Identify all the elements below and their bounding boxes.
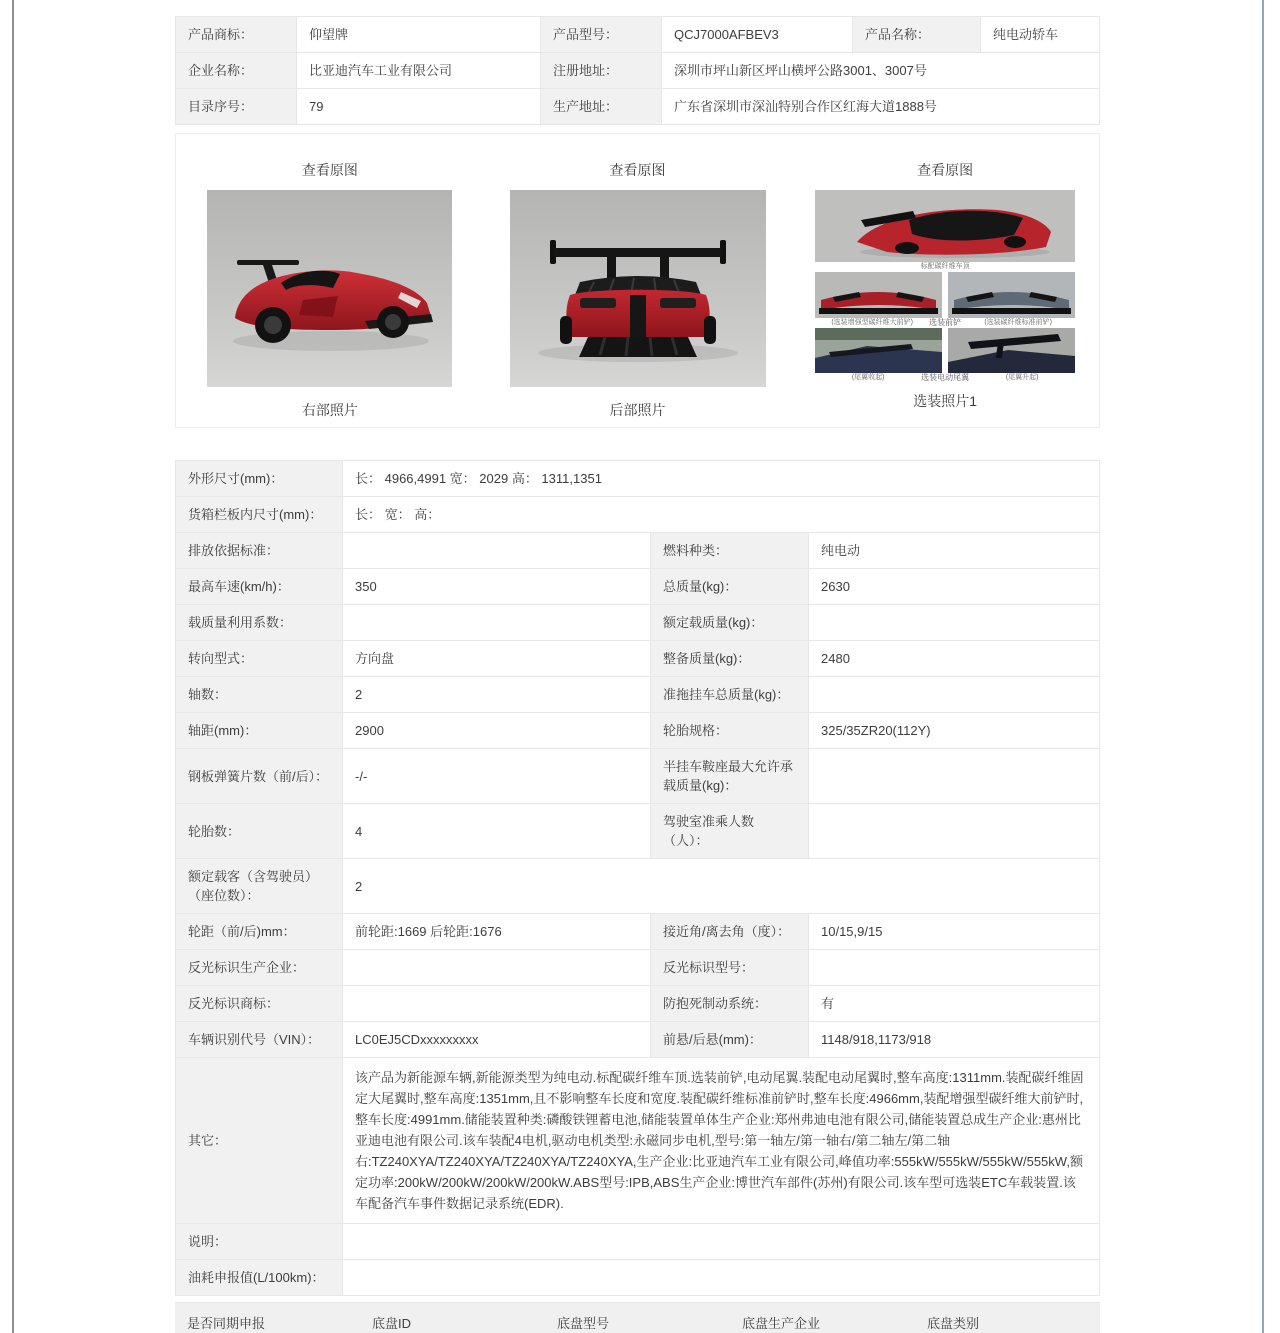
field-value: 广东省深圳市深汕特别合作区红海大道1888号: [662, 89, 1099, 124]
car-nose-gray-illustration: [948, 272, 1075, 318]
view-original-link[interactable]: 查看原图: [917, 162, 974, 178]
table-row: [176, 53, 1099, 88]
field-value-other: 该产品为新能源车辆,新能源类型为纯电动.标配碳纤维车顶.选装前铲,电动尾翼.装配电动尾翼时,整车高度:1311mm.装配碳纤维固定大尾翼时,整车高度:1351mm,且不影响整车长度和宽度.装配碳纤维标准前铲时,整车长度:4966mm,装配增强型碳纤维大前铲时,整车长度:4991mm.储能装置种类:磷酸铁锂蓄电池,储能装置单体生产企业:郑州弗迪电池有限公司,储能装置总成生产企业:惠州比亚迪电池有限公司.该车装配4电机,驱动电机类型:永磁同步电机,型号:第一轴左/第一轴右/第二轴左/第二轴右:TZ240XYA/TZ240XYA/TZ240XYA/TZ240XYA,生产企业:比亚迪汽车工业有限公司,峰值功率:555kW/555kW/555kW/555kW,额定功率:200kW/200kW/200kW/200kW.ABS型号:IPB,ABS生产企业:博世汽车部件(苏州)有限公司.该车型可选装ETC车载装置.该车配备汽车事件数据记录系统(EDR).: [343, 1058, 1099, 1223]
composite-bottom-row: [815, 328, 1075, 373]
field-value: 10/15,9/15: [809, 914, 1099, 949]
composite-caption: (尾翼收起): [851, 374, 885, 381]
field-label: 最高车速(km/h)：: [176, 569, 342, 604]
car-nose-red-illustration: [815, 272, 942, 318]
spec-table: [175, 460, 1100, 1296]
field-label: 载质量利用系数：: [176, 605, 342, 640]
field-value: 2900: [343, 713, 650, 748]
spoiler-raised-illustration: [948, 328, 1075, 373]
field-value: [809, 950, 1099, 985]
photo-column-right-view: [176, 134, 484, 427]
composite-photo-front-splitter-red: [815, 272, 942, 318]
field-label: 反光标识商标：: [176, 986, 342, 1021]
field-value: 纯电动轿车: [981, 17, 1099, 52]
field-label: 产品商标：: [176, 17, 296, 52]
field-value: [809, 677, 1099, 712]
header-table: [175, 16, 1100, 125]
view-original-link[interactable]: 查看原图: [609, 162, 666, 178]
field-value: 长： 宽： 高：: [343, 497, 1099, 532]
field-value: [343, 986, 650, 1021]
field-value: [343, 1260, 1099, 1295]
field-value: [343, 605, 650, 640]
field-value: 纯电动: [809, 533, 1099, 568]
field-value: -/-: [343, 749, 650, 803]
right-window-edge: [1262, 0, 1264, 1333]
composite-photo-roof: [815, 190, 1075, 262]
composite-bottom-captions: [815, 373, 1075, 383]
field-value: 4: [343, 804, 650, 858]
composite-middle-captions: [815, 318, 1075, 328]
field-label: 接近角/离去角（度）：: [651, 914, 808, 949]
field-value: [343, 1224, 1099, 1259]
composite-caption: 选装前铲: [929, 318, 962, 327]
field-label: 准拖挂车总质量(kg)：: [651, 677, 808, 712]
car-top-rear-illustration: [815, 190, 1075, 262]
chassis-header-cell: 底盘类别: [927, 1316, 980, 1331]
field-label: 产品型号：: [541, 17, 661, 52]
field-value: [809, 804, 1099, 858]
field-label: 产品名称：: [853, 17, 980, 52]
composite-caption: (尾翼升起): [1005, 374, 1039, 381]
field-value: QCJ7000AFBEV3: [662, 17, 852, 52]
field-value: LC0EJ5CDxxxxxxxxx: [343, 1022, 650, 1057]
field-label: 燃料种类：: [651, 533, 808, 568]
chassis-header-cell: 底盘生产企业: [742, 1316, 821, 1331]
field-label: 半挂车鞍座最大允许承载质量(kg)：: [651, 749, 808, 803]
chassis-table-header: [175, 1302, 1100, 1333]
field-label: 车辆识别代号（VIN）：: [176, 1022, 342, 1057]
field-label: 轮胎规格：: [651, 713, 808, 748]
field-label: 反光标识型号：: [651, 950, 808, 985]
field-label: 前悬/后悬(mm)：: [651, 1022, 808, 1057]
composite-photo-wing-up: [948, 328, 1075, 373]
field-label: 油耗申报值(L/100km)：: [176, 1260, 342, 1295]
field-value: 1148/918,1173/918: [809, 1022, 1099, 1057]
field-value: 2480: [809, 641, 1099, 676]
composite-middle-row: [815, 272, 1075, 318]
car-rear-illustration: [510, 190, 766, 387]
vehicle-photo-rear: [510, 190, 766, 387]
left-window-edge: [12, 0, 14, 1333]
composite-caption: 标配碳纤维车顶: [920, 263, 970, 270]
field-label: 反光标识生产企业：: [176, 950, 342, 985]
photo-panel: [175, 133, 1100, 428]
field-value: 2: [343, 859, 1099, 913]
field-label: 防抱死制动系统：: [651, 986, 808, 1021]
composite-photo-wing-down: [815, 328, 942, 373]
field-value: 2: [343, 677, 650, 712]
field-value: 前轮距:1669 后轮距:1676: [343, 914, 650, 949]
car-front-quarter-illustration: [207, 190, 452, 387]
field-label: 轴距(mm)：: [176, 713, 342, 748]
field-value: 2630: [809, 569, 1099, 604]
vehicle-photo-right: [207, 190, 452, 387]
field-label: 转向型式：: [176, 641, 342, 676]
field-label: 企业名称：: [176, 53, 296, 88]
field-label: 钢板弹簧片数（前/后）：: [176, 749, 342, 803]
field-label: 注册地址：: [541, 53, 661, 88]
composite-photo-front-splitter-gray: [948, 272, 1075, 318]
field-label: 其它：: [176, 1058, 342, 1223]
field-label: 轮胎数：: [176, 804, 342, 858]
table-row: [176, 89, 1099, 124]
chassis-header-cell: 底盘型号: [557, 1316, 610, 1331]
field-value: 325/35ZR20(112Y): [809, 713, 1099, 748]
composite-caption: 选装电动尾翼: [921, 373, 970, 382]
field-value: 比亚迪汽车工业有限公司: [297, 53, 540, 88]
field-label: 驾驶室准乘人数（人）：: [651, 804, 808, 858]
photo-caption: 后部照片: [609, 402, 666, 418]
field-value: 仰望牌: [297, 17, 540, 52]
field-label: 额定载客（含驾驶员）（座位数）：: [176, 859, 342, 913]
field-value: 深圳市坪山新区坪山横坪公路3001、3007号: [662, 53, 1099, 88]
chassis-header-cell: 是否同期申报: [187, 1316, 266, 1331]
field-value: 有: [809, 986, 1099, 1021]
field-value: [343, 950, 650, 985]
field-value: 长： 4966,4991 宽： 2029 高： 1311,1351: [343, 461, 1099, 496]
field-label: 整备质量(kg)：: [651, 641, 808, 676]
field-label: 说明：: [176, 1224, 342, 1259]
table-row: [176, 17, 1099, 52]
field-label: 外形尺寸(mm)：: [176, 461, 342, 496]
field-value: [809, 605, 1099, 640]
field-label: 排放依据标准：: [176, 533, 342, 568]
photo-caption: 右部照片: [301, 402, 358, 418]
field-label: 总质量(kg)：: [651, 569, 808, 604]
photo-column-rear-view: [484, 134, 792, 427]
field-value: [809, 749, 1099, 803]
vehicle-photo-optional-composite: [815, 190, 1075, 387]
field-label: 货箱栏板内尺寸(mm)：: [176, 497, 342, 532]
composite-caption: (选装碳纤维标准前铲): [984, 319, 1052, 326]
field-value: 350: [343, 569, 650, 604]
field-value: [343, 533, 650, 568]
chassis-header-cell: 底盘ID: [372, 1316, 412, 1331]
field-value: 方向盘: [343, 641, 650, 676]
spoiler-retracted-illustration: [815, 328, 942, 373]
field-label: 轴数：: [176, 677, 342, 712]
view-original-link[interactable]: 查看原图: [301, 162, 358, 178]
field-label: 额定载质量(kg)：: [651, 605, 808, 640]
composite-caption: (选装增强型碳纤维大前铲): [831, 319, 913, 326]
photo-caption: 选装照片1: [913, 393, 978, 409]
field-label: 生产地址：: [541, 89, 661, 124]
field-value: 79: [297, 89, 540, 124]
field-label: 轮距（前/后)mm：: [176, 914, 342, 949]
field-label: 目录序号：: [176, 89, 296, 124]
photo-column-optional: [791, 134, 1099, 427]
